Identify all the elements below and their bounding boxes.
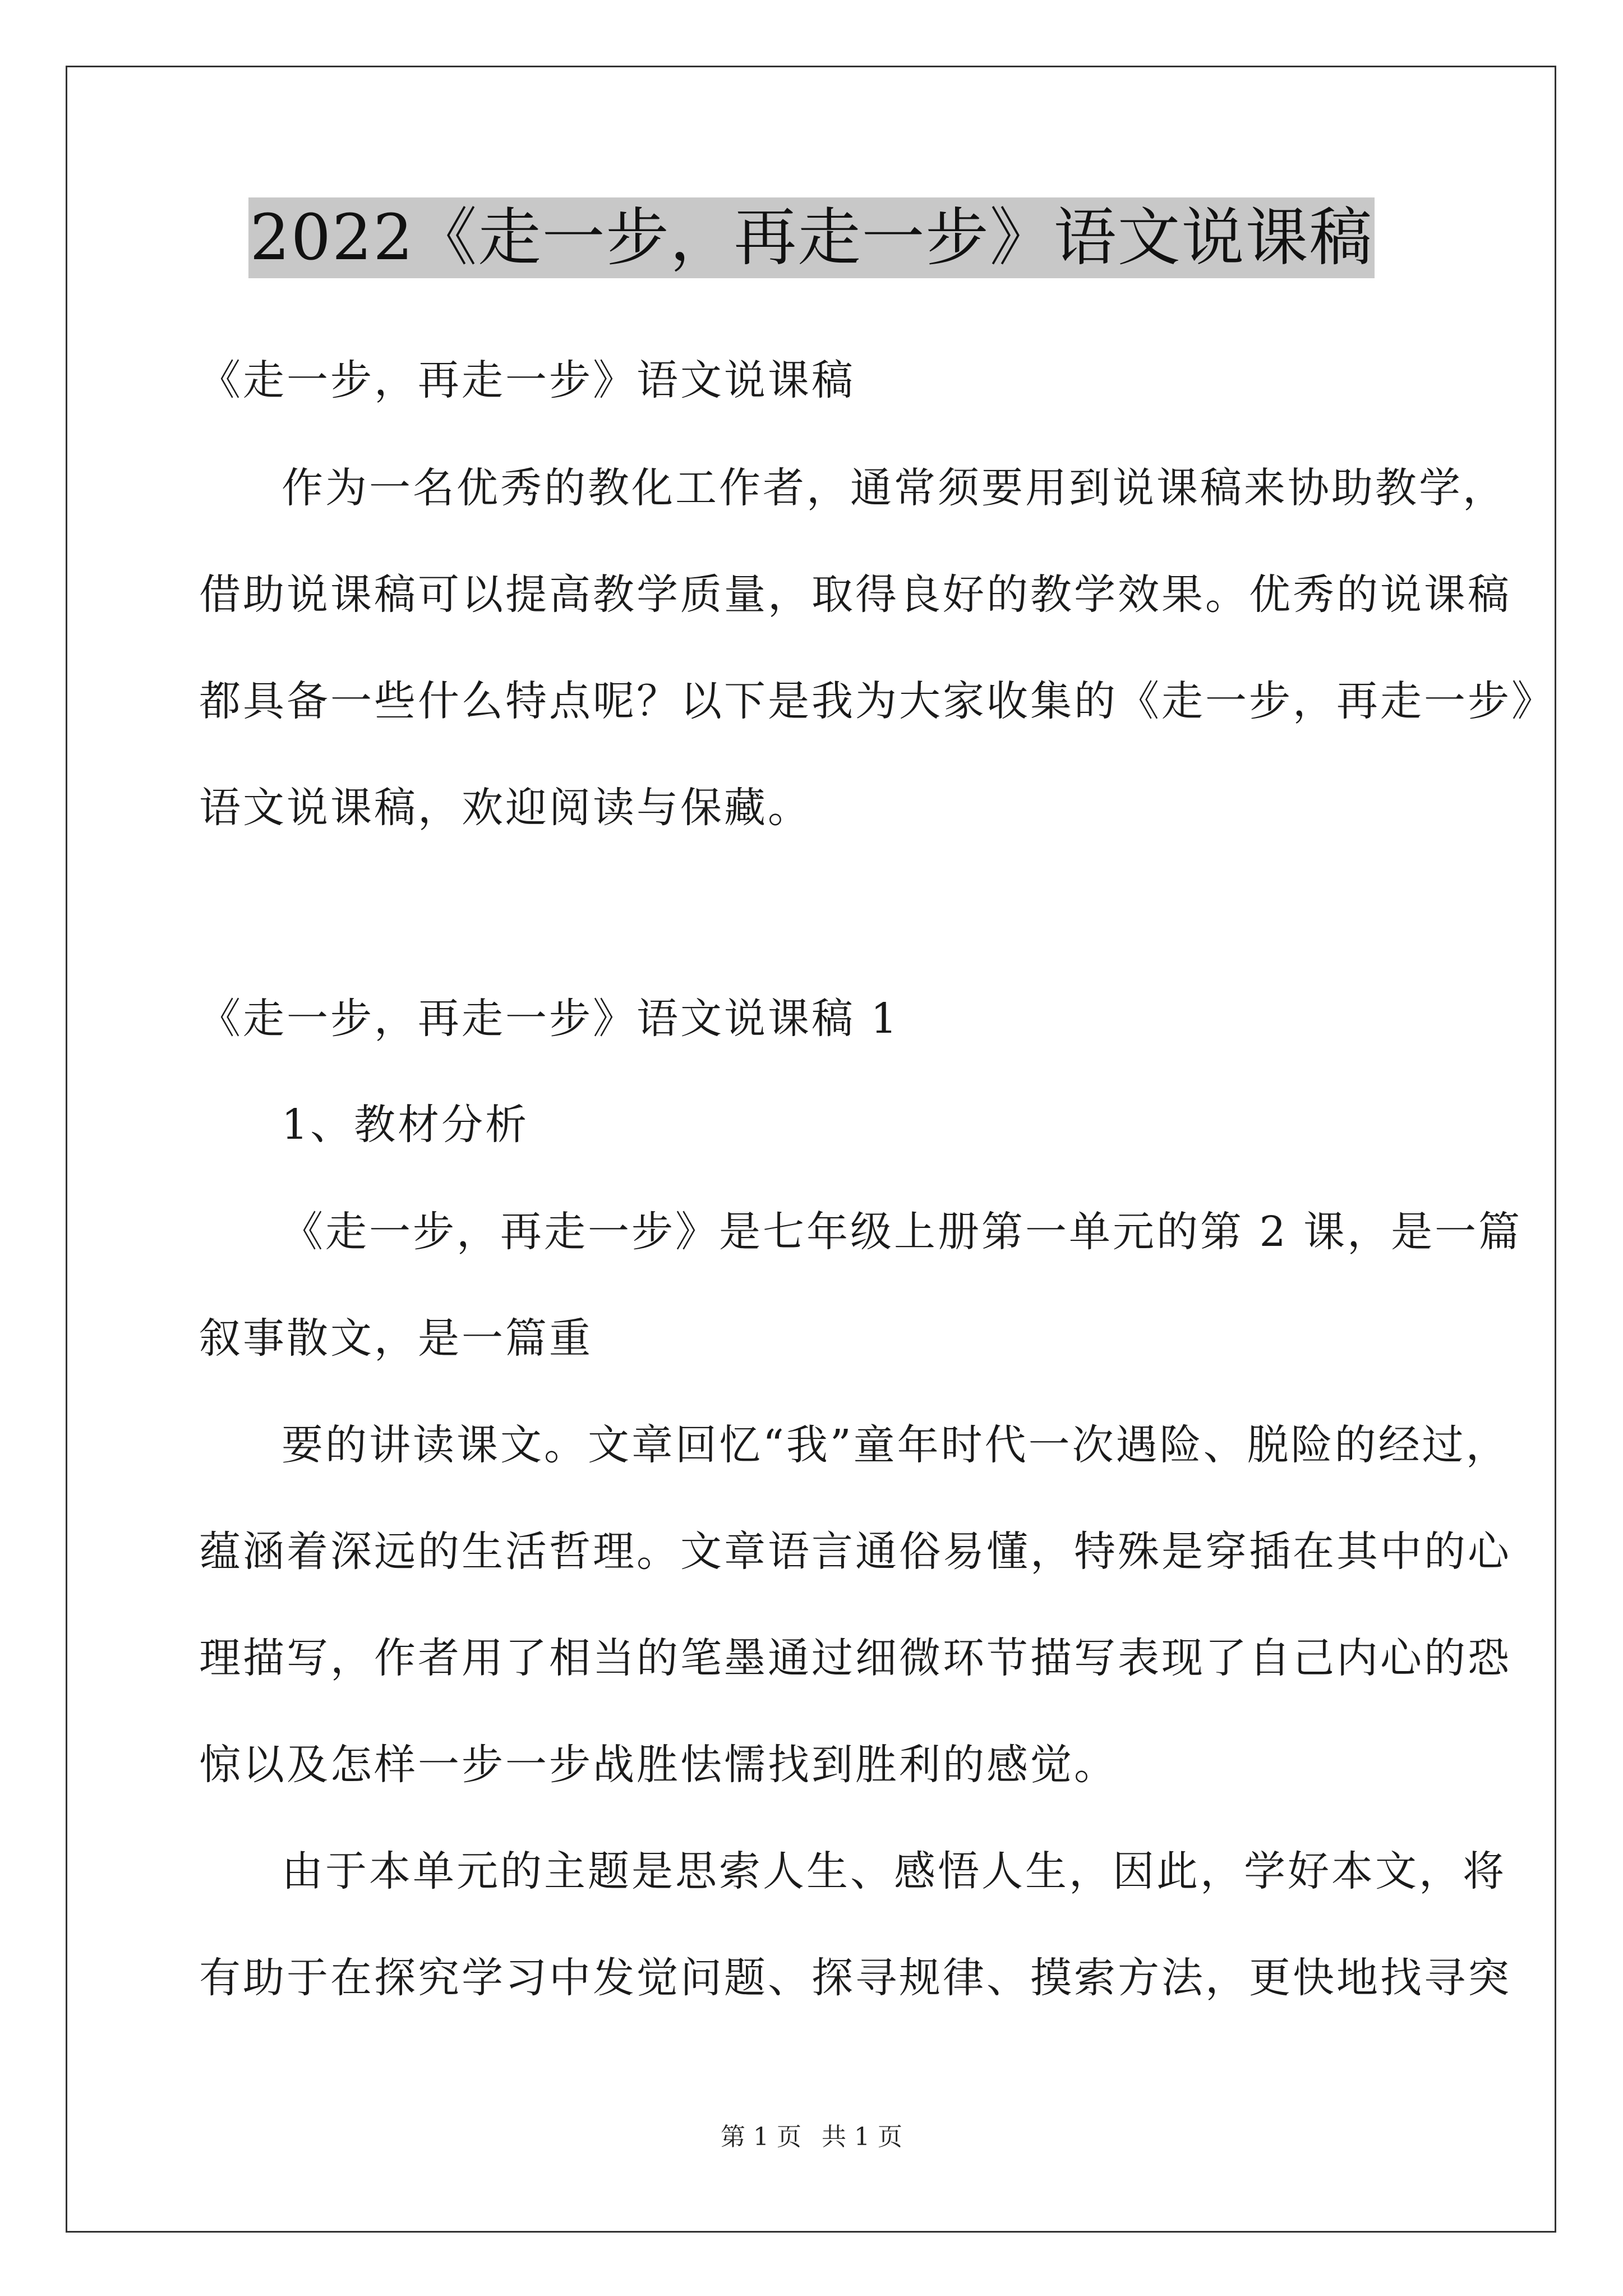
paragraph-line: 《走一步，再走一步》是七年级上册第一单元的第 2 课，是一篇 xyxy=(282,1208,1523,1256)
paragraph-line: 由于本单元的主题是思索人生、感悟人生，因此，学好本文，将 xyxy=(282,1847,1506,1895)
paragraph-line: 语文说课稿，欢迎阅读与保藏。 xyxy=(199,784,811,832)
page-number: 第 1 页 xyxy=(721,2123,801,2151)
paragraph-line: 蕴涵着深远的生活哲理。文章语言通俗易懂，特殊是穿插在其中的心 xyxy=(199,1527,1511,1576)
paragraph-line: 要的讲读课文。文章回忆“我”童年时代一次遇险、脱险的经过， xyxy=(282,1421,1510,1469)
subtitle: 《走一步，再走一步》语文说课稿 xyxy=(199,356,855,404)
paragraph-line: 叙事散文，是一篇重 xyxy=(199,1314,593,1363)
paragraph-line: 有助于在探究学习中发觉问题、探寻规律、摸索方法，更快地找寻突 xyxy=(199,1954,1511,2002)
paragraph-line: 惊以及怎样一步一步战胜怯懦找到胜利的感觉。 xyxy=(199,1741,1118,1789)
paragraph-line: 借助说课稿可以提高教学质量，取得良好的教学效果。优秀的说课稿 xyxy=(199,570,1511,619)
page-footer xyxy=(0,2120,1623,2154)
paragraph-line: 都具备一些什么特点呢？以下是我为大家收集的《走一步，再走一步》 xyxy=(199,677,1555,725)
paragraph-line: 作为一名优秀的教化工作者，通常须要用到说课稿来协助教学， xyxy=(282,464,1506,512)
document-title: 2022《走一步，再走一步》语文说课稿 xyxy=(248,197,1374,278)
title-container xyxy=(0,197,1623,278)
section-heading: 《走一步，再走一步》语文说课稿 1 xyxy=(199,995,900,1043)
page-total: 共 1 页 xyxy=(822,2123,902,2151)
paragraph-line: 理描写，作者用了相当的笔墨通过细微环节描写表现了自己内心的恐 xyxy=(199,1634,1511,1682)
subsection-heading: 1、教材分析 xyxy=(282,1101,529,1149)
